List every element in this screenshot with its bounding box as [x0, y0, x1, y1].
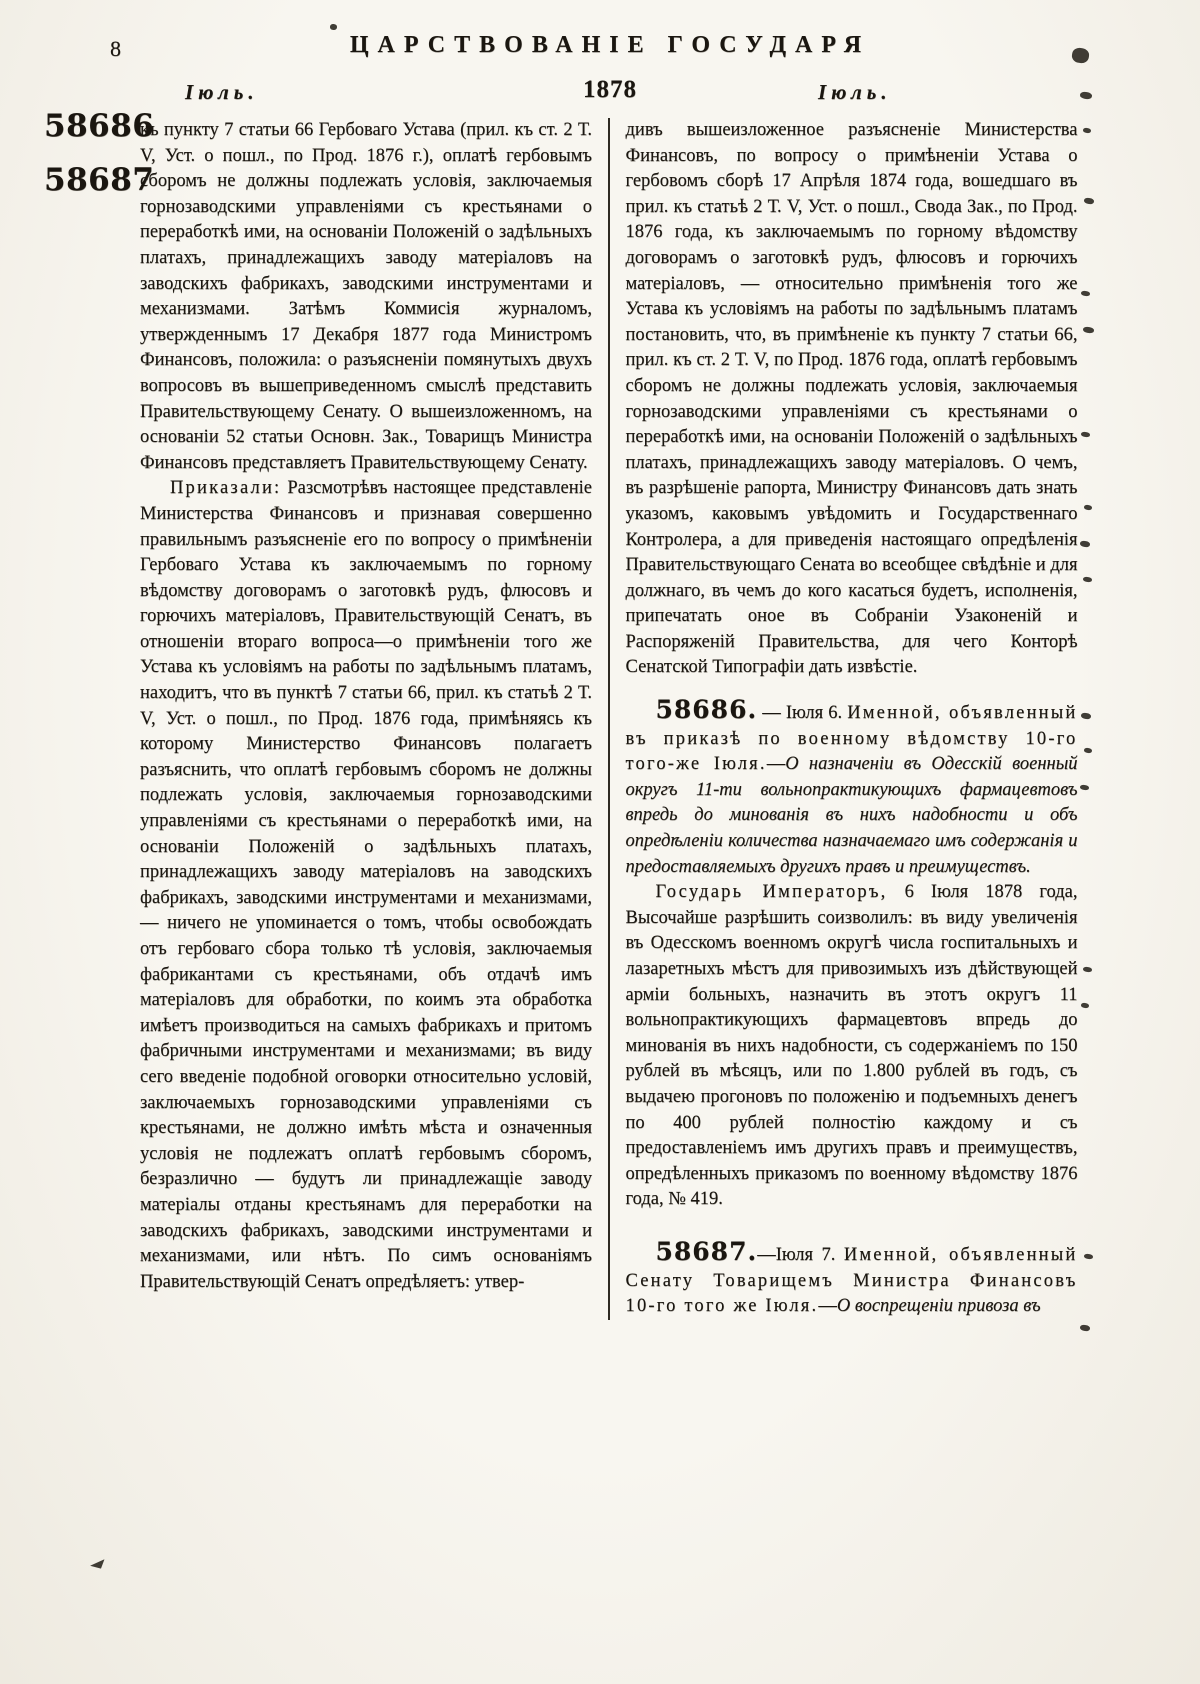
scan-artifact	[1081, 431, 1091, 437]
column-divider	[608, 118, 610, 1320]
scan-artifact	[1080, 1324, 1091, 1331]
scan-artifact	[1083, 127, 1092, 133]
page-number: 8	[110, 36, 121, 61]
scan-artifact	[1083, 966, 1093, 972]
scan-artifact	[1081, 1002, 1090, 1008]
scan-artifact	[1081, 712, 1092, 719]
entry-58686-heading	[626, 697, 1078, 880]
gosudar-paragraph-text: 6 Іюля 1878 года, Высочайше разрѣшить соизволилъ: въ виду увеличенія въ Одесскомъ военномъ округѣ числа госпитальныхъ и лазаретныхъ мѣстъ для привозимыхъ изъ дѣйствующей арміи больныхъ, назначить въ этотъ округъ 11 вольнопрактикующихъ фармацевтовъ впредь до минованія въ нихъ надобности, съ содержаніемъ по 150 рублей въ мѣсяцъ, или по 1.800 рублей въ годъ, съ выдачею прогоновъ по положенію и подъемныхъ денегъ по 400 рублей полностію каждому и съ предоставленіемъ имъ другихъ правъ и преимуществъ, опредѣленныхъ приказомъ по военному вѣдомству 1876 года, № 419.	[625, 882, 1078, 1210]
paragraph-continuation-left: къ пункту 7 статьи 66 Гербоваго Устава (прил. къ ст. 2 Т. V, Уст. о пошл., по Прод. 1876 г.), оплатѣ гербовымъ сборомъ не должны подлежать условія, заключаемыя горнозаводскими управленіями съ крестьянами о переработкѣ ими, на основаніи Положеній о задѣльныхъ платахъ, принадлежащихъ заводу матеріаловъ на заводскихъ фабрикахъ, заводскими инструментами и механизмами. Затѣмъ Коммисія журналомъ, утвержденнымъ 17 Декабря 1877 года Министромъ Финансовъ, положила: о разъясненіи помянутыхъ двухъ вопросовъ въ вышеприведенномъ смыслѣ представить Правительствующему Сенату. О вышеизложенномъ, на основаніи 52 статьи Основн. Зак., Товарищъ Министра Финансовъ представляетъ Правительствующему Сенату.	[140, 120, 592, 473]
scan-artifact	[1081, 290, 1091, 296]
margin-number-58686: 58686	[44, 108, 155, 144]
scan-artifact	[1080, 784, 1090, 790]
right-column	[626, 118, 1078, 1320]
gosudar-imperator-label: Государь Императоръ,	[655, 882, 888, 903]
entry-58687-title: О воспрещеніи привоза въ	[836, 1296, 1041, 1317]
paragraph-prikazali	[140, 476, 592, 1295]
entry-58687-number: 58687.	[655, 1236, 758, 1266]
scan-artifact	[1084, 197, 1095, 204]
running-title: ЦАРСТВОВАНІЕ ГОСУДАРЯ	[349, 32, 871, 58]
scan-artifact	[1080, 540, 1091, 547]
entry-58686-title: О назначеніи въ Одесскій военный округъ 11-ти вольнопрактикующихъ фармацевтовъ впредь до минованія въ нихъ надобности и объ опредѣленіи количества назначаемаго имъ содержанія и предоставляемыхъ другихъ правъ и преимуществъ.	[625, 754, 1078, 877]
prikazali-label: Приказали:	[170, 478, 282, 499]
scan-artifact	[1083, 326, 1095, 333]
text-columns	[140, 118, 1080, 1320]
scan-artifact	[1071, 47, 1090, 64]
entry-58686-date: — Іюля 6.	[757, 703, 848, 724]
scan-artifact	[1084, 1253, 1094, 1259]
margin-number-58687: 58687	[44, 162, 155, 198]
scan-artifact	[330, 24, 338, 31]
scan-artifact	[90, 1559, 106, 1570]
dateline-month-left: Іюль.	[185, 80, 259, 104]
dateline-month-right: Іюль.	[818, 80, 892, 104]
scan-artifact	[1084, 747, 1093, 753]
scan-artifact	[1084, 504, 1093, 510]
entry-58687-date: —Іюля 7.	[757, 1244, 844, 1265]
left-column	[140, 118, 592, 1320]
paragraph-continuation-right: дивъ вышеизложенное разъясненіе Министерства Финансовъ, по вопросу о примѣненіи Устава о гербовомъ сборѣ 17 Апрѣля 1874 года, вошедшаго въ прил. къ статьѣ 2 Т. V, Уст. о пошл., Свода Зак., по Прод. 1876 года, къ заключаемымъ по горному вѣдомству договорамъ о заготовкѣ рудъ, флюсовъ и горючихъ матеріаловъ, — относительно примѣненія того же Устава къ условіямъ на работы по задѣльнымъ платамъ постановить, что, въ примѣненіе къ пункту 7 статьи 66, прил. къ ст. 2 Т. V, по Прод. 1876 года, оплатѣ гербовымъ сборомъ не должны подлежать условія, заключаемыя горнозаводскими управленіями съ крестьянами о переработкѣ ими, на основаніи Положеній о задѣльныхъ платахъ, принадлежащихъ заводу матеріаловъ. О чемъ, въ разрѣшеніе рапорта, Министру Финансовъ дать знать указомъ, каковымъ увѣдомить и Государственнаго Контролера, а для приведенія настоящаго опредѣленія Правительствующаго Сената во всеобщее свѣдѣніе и для должнаго, въ чемъ до кого касаться будетъ, исполненія, припечатать оное въ Собраніи Узаконеній и Распоряженій Правительства, для чего Конторѣ Сенатской Типографіи дать извѣстіе.	[625, 120, 1078, 678]
entry-58687-separator: —	[818, 1296, 837, 1317]
prikazali-text: Разсмотрѣвъ настоящее представленіе Министерства Финансовъ и признавая совершенно правильнымъ разъясненіе его по вопросу о примѣненіи Гербоваго Устава къ заключаемымъ по горному вѣдомству договорамъ о заготовкѣ рудъ, флюсовъ и горючихъ матеріаловъ, Правительствующій Сенатъ, въ отношеніи втораго вопроса—о примѣненіи того же Устава къ условіямъ на работы по задѣльнымъ платамъ, находитъ, что въ пунктѣ 7 статьи 66, прил. къ статьѣ 2 Т. V, Уст. о пошл., по Прод. 1876 года, примѣняясь къ которому Министерство Финансовъ полагаетъ разъяснить, что оплатѣ гербовымъ сборомъ не должны подлежать условія, заключаемыя горнозаводскими управленіями съ крестьянами о переработкѣ ими, на основаніи Положеній о задѣльныхъ платахъ, принадлежащихъ заводу матеріаловъ на заводскихъ фабрикахъ, заводскими инструментами и механизмами, — ничего не упоминается о томъ, чтобы освобождать отъ гербоваго сбора только тѣ условія, заключаемыя фабрикантами съ крестьянами, объ отдачѣ имъ матеріаловъ для обработки, по коимъ эта обработка имѣетъ производиться на самыхъ фабрикахъ и притомъ фабричными инструментами и механизмами; въ виду сего введеніе подобной оговорки относительно условій, заключаемыхъ горнозаводскими управленіями съ крестьянами, не должно имѣть мѣста и означенныя условія не подлежатъ оплатѣ гербовымъ сборомъ, безразлично — будутъ ли принадлежащіе заводу матеріалы отданы крестьянамъ для переработки на заводскихъ фабрикахъ, заводскими инструментами и механизмами, или нѣтъ. По симъ основаніямъ Правительствующій Сенатъ опредѣляетъ: утвер-	[140, 478, 593, 1292]
scan-artifact	[1080, 91, 1093, 100]
scan-artifact	[1083, 576, 1093, 582]
entry-58686-kind: Именной, объявленный въ приказѣ по военному вѣдомству 10-го того-же Іюля.	[625, 703, 1078, 775]
entry-58686-separator: —	[766, 754, 786, 775]
dateline-year: 1878	[583, 76, 637, 103]
entry-58687-heading	[625, 1236, 1078, 1320]
entry-58686-number: 58686.	[655, 695, 758, 725]
entry-58687-kind: Именной, объявленный Сенату Товарищемъ Министра Финансовъ 10-го того же Іюля.	[625, 1244, 1078, 1317]
paragraph-gosudar	[626, 880, 1078, 1213]
